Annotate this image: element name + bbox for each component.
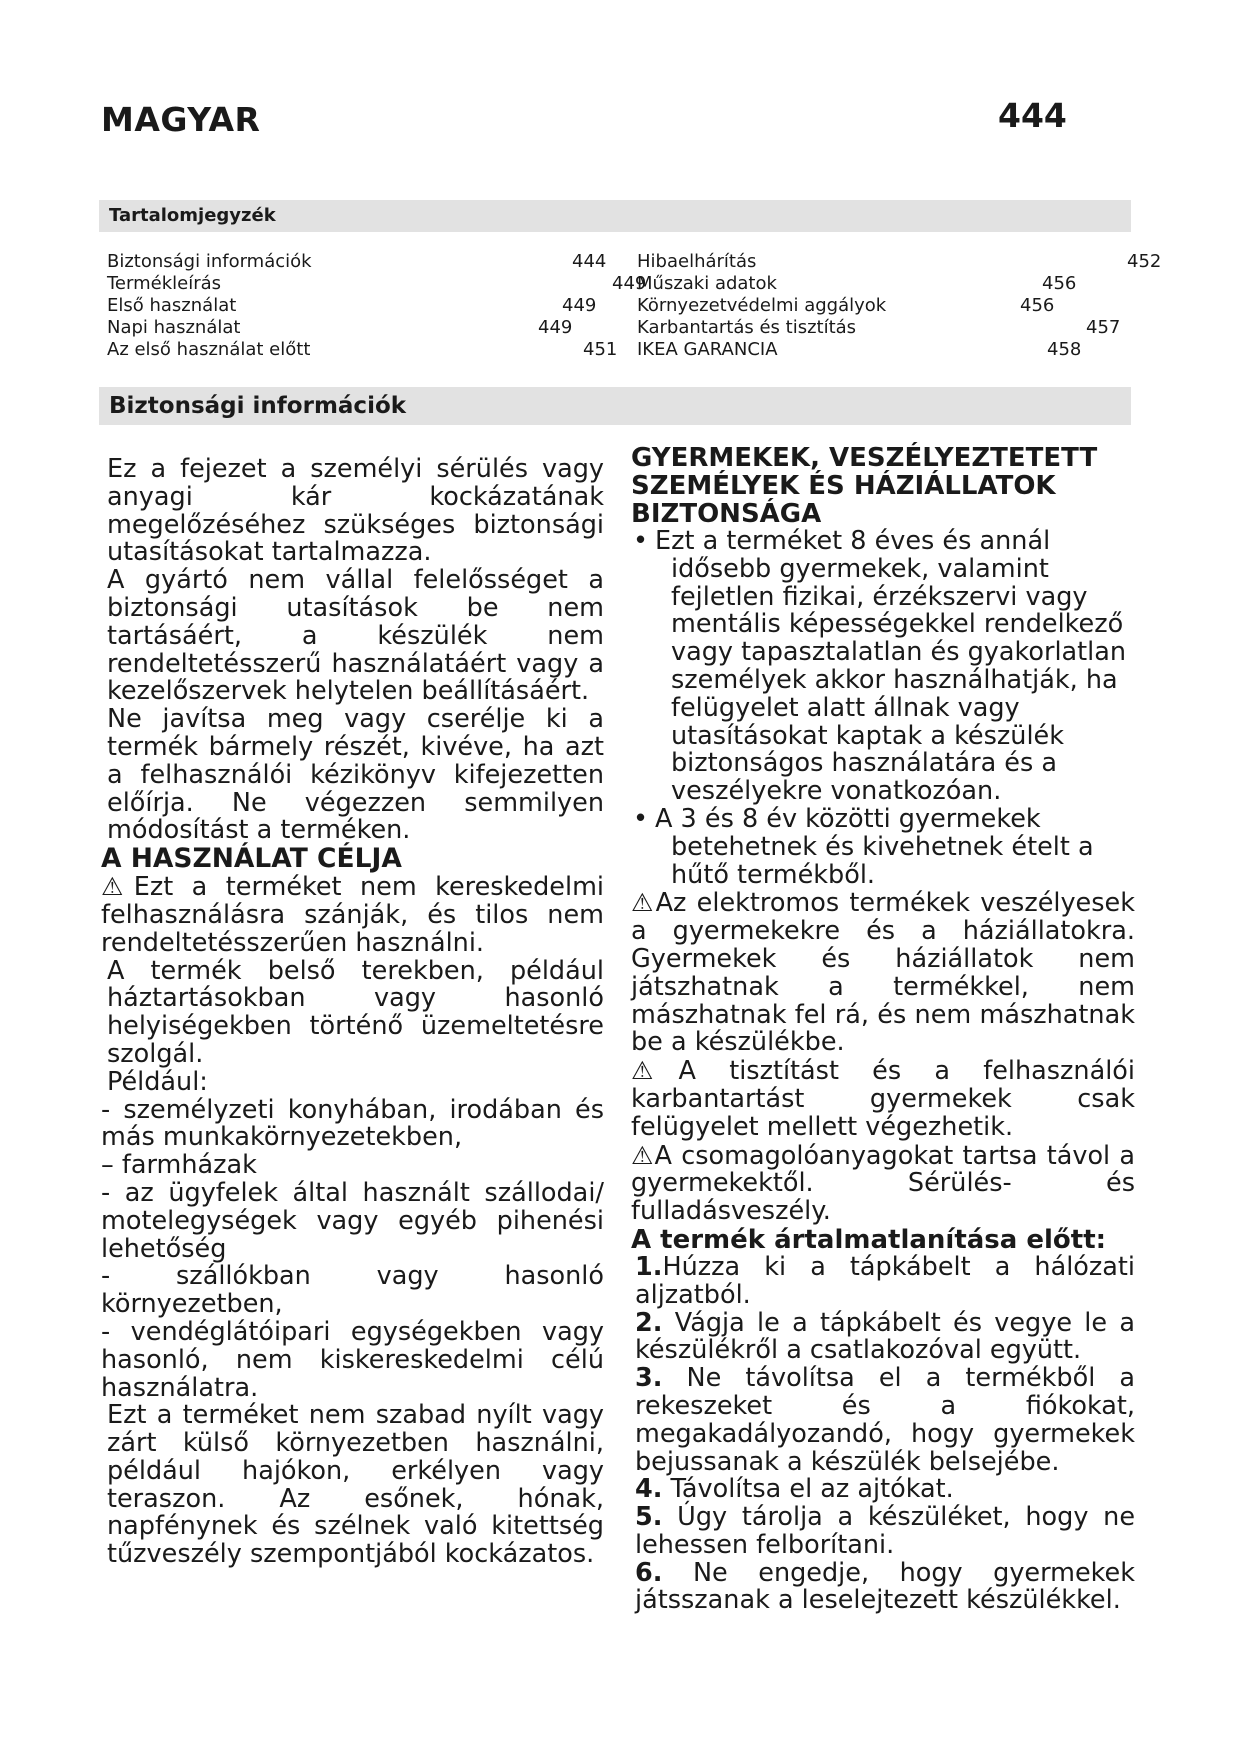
step-text: Húzza ki a tápkábelt a hálózati aljzatból. [635,1251,1135,1310]
step-number: 6. [635,1557,663,1588]
toc-label: Az első használat előtt [107,339,311,360]
disposal-step [631,1307,1135,1366]
electrical-warning [631,889,1135,1057]
safety-right-column [631,444,1135,1615]
warning-icon: ⚠ [631,1140,655,1170]
toc-page: 452 [1127,251,1162,272]
toc-label: Biztonsági információk [107,251,312,272]
liability-paragraph: A gyártó nem vállal felelősséget a biztonsági utasítások be nem tartásáért, a készülék nem rendeltetésszerű használatáért vagy a kezelőszervek helytelen beállításáért. [107,565,604,707]
toc-page: 456 [1042,273,1077,294]
disposal-step [631,1251,1135,1310]
toc-page: 449 [562,295,597,316]
modification-paragraph: Ne javítsa meg vagy cserélje ki a termék bármely részét, kivéve, ha azt a felhasználói kézikönyv kifejezetten előírja. Ne végezzen semmilyen módosítást a terméken. [107,704,604,846]
toc-label: Napi használat [107,317,241,338]
indoor-use-paragraph: A termék belső terekben, például háztartásokban vagy hasonló helyiségekben történő üzemeltetésre szolgál. [107,955,604,1069]
step-number: 2. [635,1307,663,1338]
list-item: - szállókban vagy hasonló környezetben, [101,1261,604,1320]
toc-page: 456 [1020,295,1055,316]
toc-page: 449 [612,273,647,294]
bullet-icon: • [633,526,649,556]
step-number: 3. [635,1363,663,1394]
warning-icon: ⚠ [631,888,656,918]
step-text: Ne engedje, hogy gyermekek játsszanak a leselejtezett készülékkel. [635,1557,1135,1616]
toc-header-bar: Tartalomjegyzék [99,200,1131,232]
electrical-warning-text: Az elektromos termékek veszélyesek a gyermekekre és a háziállatokra. Gyermekek és háziállatok nem játszhatnak a termékkel, nem mászhatnak fel rá, és nem mászhatnak be a készülékbe. [631,888,1135,1058]
disposal-heading: A termék ártalmatlanítása előtt: [631,1224,1107,1255]
purpose-warning-text: Ezt a terméket nem kereskedelmi felhasználásra szánják, és tilos nem rendeltetésszerűen használni. [101,872,604,958]
bullet-item [631,528,1135,806]
toc-label: Környezetvédelmi aggályok [637,295,887,316]
cleaning-warning-text: A tisztítást és a felhasználói karbantartást gyermekek csak felügyelet mellett végezhetik. [631,1056,1135,1142]
step-text: Úgy tárolja a készüléket, hogy ne lehessen felborítani. [635,1502,1136,1560]
step-number: 4. [635,1474,663,1505]
bullet-text-first: A 3 és 8 év közötti gyermekek [655,803,1041,834]
disposal-step [631,1504,1135,1560]
step-number: 1. [635,1251,663,1282]
packaging-warning-text: A csomagolóanyagokat tartsa távol a gyermekektől. Sérülés- és fulladásveszély. [631,1140,1135,1227]
list-item: – farmházak [101,1150,257,1181]
purpose-heading: A HASZNÁLAT CÉLJA [101,843,402,875]
toc-label: Műszaki adatok [637,273,777,294]
toc-page: 458 [1047,339,1082,360]
example-label: Például: [107,1066,208,1097]
bullet-text-first: Ezt a terméket 8 éves és annál [655,526,1051,556]
list-item: - személyzeti konyhában, irodában és más munkakörnyezetekben, [101,1094,604,1153]
toc-page: 444 [572,251,607,272]
bullet-icon: • [633,803,649,834]
safety-header-bar: Biztonsági információk [99,387,1131,425]
toc-label: Hibaelhárítás [637,251,757,272]
disposal-step [631,1476,1135,1504]
warning-icon: ⚠ [101,872,134,902]
warning-icon: ⚠ [631,1056,679,1086]
disposal-step [631,1365,1135,1476]
step-text: Ne távolítsa el a termékből a rekeszeket és a fiókokat, megakadályozandó, hogy gyermekek bejussanak a készülék belsejébe. [635,1363,1136,1477]
bullet-item [631,803,1135,890]
bullet-text-rest: idősebb gyermekek, valamint fejletlen fizikai, érzékszervi vagy mentális képességekkel rendelkező vagy tapasztalatlan és gyakorlatlan személyek akkor használhatják, ha felügyelet alatt állnak vagy utasításokat kaptak a készülék biztonságos használatára és a veszélyekre vonatkozóan. [671,553,1127,807]
toc-page: 449 [538,317,573,338]
outdoor-paragraph: Ezt a terméket nem szabad nyílt vagy zárt külső környezetben használni, például hajókon, erkélyen vagy teraszon. Az esőnek, hónak, napfénynek és szélnek való kitettség tűzveszély szempontjából kockázatos. [107,1400,604,1570]
page-number: 444 [998,96,1067,135]
step-text: Vágja le a tápkábelt és vegye le a készülékről a csatlakozóval együtt. [635,1307,1135,1366]
children-safety-heading: GYERMEKEK, VESZÉLYEZTETETT SZEMÉLYEK ÉS HÁZIÁLLATOK BIZTONSÁGA [631,443,1098,529]
toc-label: Első használat [107,295,237,316]
language-title: MAGYAR [101,100,261,139]
purpose-warning [101,873,604,957]
step-text: Távolítsa el az ajtókat. [670,1474,954,1505]
cleaning-warning [631,1057,1135,1141]
step-number: 5. [635,1502,663,1533]
toc-label: Termékleírás [107,273,222,294]
toc-label: Karbantartás és tisztítás [637,317,857,338]
intro-paragraph: Ez a fejezet a személyi sérülés vagy anyagi kár kockázatának megelőzéséhez szükséges biztonsági utasításokat tartalmazza. [107,454,604,568]
disposal-step [631,1557,1135,1616]
toc-page: 451 [583,339,618,360]
bullet-text-rest: betehetnek és kivehetnek ételt a hűtő termékből. [671,831,1094,890]
toc-page: 457 [1086,317,1121,338]
toc-label: IKEA GARANCIA [637,339,778,360]
safety-left-column [101,456,604,1569]
packaging-warning [631,1142,1135,1226]
list-item: - vendéglátóipari egységekben vagy hasonló, nem kiskereskedelmi célú használatra. [101,1316,604,1403]
list-item: - az ügyfelek által használt szállodai/ motelegységek vagy egyéb pihenési lehetőség [101,1177,604,1264]
